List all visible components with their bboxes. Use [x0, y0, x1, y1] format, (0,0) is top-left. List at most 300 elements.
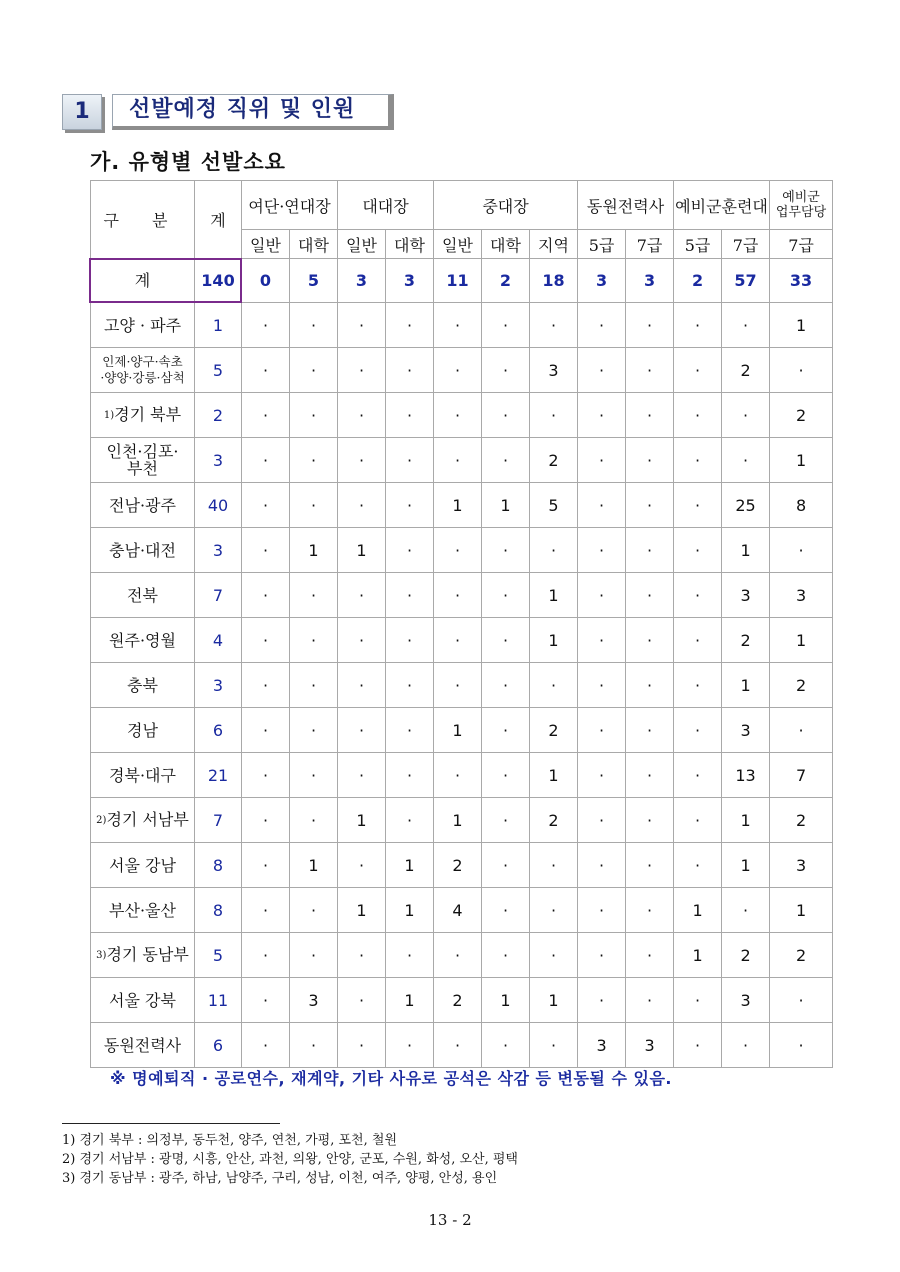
table-cell: · [434, 438, 482, 483]
table-cell: · [386, 798, 434, 843]
table-cell: · [242, 618, 290, 663]
table-cell: · [242, 483, 290, 528]
row-label [91, 708, 195, 753]
table-cell: 3 [626, 259, 674, 303]
subheader: 5급 [578, 230, 626, 259]
subheader: 대학 [386, 230, 434, 259]
row-label [91, 573, 195, 618]
table-cell: · [482, 753, 530, 798]
table-cell: · [578, 438, 626, 483]
header-gubun: 구 분 [91, 181, 195, 259]
table-cell: · [386, 393, 434, 438]
table-cell: · [290, 303, 338, 348]
table-cell: 2 [530, 798, 578, 843]
row-total-cell: 1 [195, 303, 242, 348]
table-cell: · [242, 978, 290, 1023]
header-reserve-training: 예비군훈련대 [674, 181, 770, 230]
total-row-label: 계 [91, 259, 195, 303]
table-cell: · [674, 573, 722, 618]
table-row [91, 618, 833, 663]
table-cell: · [578, 663, 626, 708]
table-cell: · [434, 1023, 482, 1068]
table-cell: · [482, 663, 530, 708]
table-row [91, 528, 833, 573]
table-cell: 3 [386, 259, 434, 303]
table-cell: · [578, 393, 626, 438]
row-label-text: 원주·영월 [109, 630, 176, 650]
table-cell: · [434, 663, 482, 708]
table-cell: · [578, 888, 626, 933]
table-cell: · [386, 618, 434, 663]
table-cell: 3 [290, 978, 338, 1023]
table-cell: · [530, 393, 578, 438]
table-cell: 5 [290, 259, 338, 303]
table-cell: 1 [290, 528, 338, 573]
table-cell: · [530, 303, 578, 348]
table-cell: · [338, 753, 386, 798]
table-cell: · [482, 843, 530, 888]
table-cell: · [530, 843, 578, 888]
table-cell: 1 [386, 843, 434, 888]
table-cell: · [482, 348, 530, 393]
table-cell: 2 [674, 259, 722, 303]
table-cell: · [386, 303, 434, 348]
table-cell: · [626, 798, 674, 843]
row-total-cell: 11 [195, 978, 242, 1023]
table-cell: · [626, 753, 674, 798]
table-cell: · [434, 348, 482, 393]
table-cell: · [578, 753, 626, 798]
table-cell: · [386, 663, 434, 708]
table-cell: · [386, 348, 434, 393]
subheader: 7급 [626, 230, 674, 259]
table-cell: · [578, 303, 626, 348]
footnote-divider [62, 1123, 280, 1124]
row-total-cell: 5 [195, 933, 242, 978]
table-cell: · [242, 708, 290, 753]
table-cell: 1 [530, 753, 578, 798]
table-cell: · [674, 708, 722, 753]
row-label-text: 경기 북부 [114, 405, 182, 424]
row-label [91, 348, 195, 393]
table-cell: 2 [770, 798, 833, 843]
table-cell: · [290, 483, 338, 528]
table-row [91, 393, 833, 438]
table-cell: 2 [722, 618, 770, 663]
table-cell: · [290, 933, 338, 978]
table-row [91, 708, 833, 753]
table-cell: · [674, 528, 722, 573]
row-total-cell: 4 [195, 618, 242, 663]
table-cell: 3 [722, 573, 770, 618]
table-cell: 33 [770, 259, 833, 303]
table-cell: · [626, 573, 674, 618]
table-cell: · [626, 483, 674, 528]
row-label [91, 843, 195, 888]
header-brigade: 여단·연대장 [242, 181, 338, 230]
row-label-text: 경남 [127, 720, 158, 740]
table-cell: · [674, 1023, 722, 1068]
selection-table [90, 180, 833, 1068]
row-label [91, 483, 195, 528]
footnote-3: 3) 경기 동남부 : 광주, 하남, 남양주, 구리, 성남, 이천, 여주, 양평, 안성, 용인 [62, 1171, 498, 1186]
row-total-cell: 21 [195, 753, 242, 798]
table-cell: · [386, 438, 434, 483]
table-cell: · [530, 888, 578, 933]
table-cell: · [530, 663, 578, 708]
table-cell: · [578, 618, 626, 663]
table-cell: 2 [722, 933, 770, 978]
footnote-2: 2) 경기 서남부 : 광명, 시흥, 안산, 과천, 의왕, 안양, 군포, 수원, 화성, 오산, 평택 [62, 1152, 518, 1167]
row-label [91, 393, 195, 438]
header-reserve-affairs-line2: 업무담당 [775, 205, 827, 220]
table-cell: 1 [338, 888, 386, 933]
row-total-cell: 3 [195, 438, 242, 483]
table-cell: · [338, 483, 386, 528]
table-cell: 1 [530, 618, 578, 663]
row-label-text: 전북 [127, 585, 158, 605]
table-cell: · [722, 438, 770, 483]
table-cell: · [578, 933, 626, 978]
row-label-text: 부산·울산 [109, 900, 176, 920]
table-cell: 11 [434, 259, 482, 303]
table-row [91, 843, 833, 888]
table-cell: · [722, 1023, 770, 1068]
row-label-text: 서울 강북 [109, 990, 176, 1010]
subheader: 5급 [674, 230, 722, 259]
row-label [91, 978, 195, 1023]
section-number: 1 [62, 94, 102, 130]
table-cell: 1 [386, 978, 434, 1023]
table-cell: · [626, 933, 674, 978]
table-cell: 1 [338, 528, 386, 573]
row-label [91, 303, 195, 348]
footnote-marker: 1) [103, 410, 115, 421]
table-cell: · [242, 1023, 290, 1068]
table-cell: 2 [482, 259, 530, 303]
table-cell: · [386, 753, 434, 798]
table-cell: · [722, 303, 770, 348]
table-cell: · [242, 753, 290, 798]
table-cell: 2 [434, 978, 482, 1023]
table-cell: · [626, 708, 674, 753]
table-cell: · [338, 978, 386, 1023]
table-cell: 1 [482, 483, 530, 528]
table-cell: · [626, 528, 674, 573]
table-cell: 3 [770, 573, 833, 618]
table-cell: · [674, 753, 722, 798]
table-cell: 2 [434, 843, 482, 888]
table-cell: · [434, 393, 482, 438]
table-cell: · [338, 618, 386, 663]
row-label-text: 경기 동남부 [106, 945, 189, 964]
table-cell: 2 [770, 933, 833, 978]
table-cell: · [242, 843, 290, 888]
row-total-cell: 8 [195, 843, 242, 888]
footnote-marker: 3) [96, 950, 107, 961]
table-cell: · [242, 528, 290, 573]
table-cell: 7 [770, 753, 833, 798]
table-row [91, 573, 833, 618]
table-cell: 13 [722, 753, 770, 798]
row-total-cell: 40 [195, 483, 242, 528]
row-label-text: 동원전력사 [103, 1035, 182, 1055]
table-cell: · [338, 1023, 386, 1068]
subheading: 가. 유형별 선발소요 [90, 150, 286, 174]
table-cell: · [674, 348, 722, 393]
table-cell: 1 [770, 618, 833, 663]
table-cell: · [386, 528, 434, 573]
table-cell: 2 [530, 438, 578, 483]
footnotes [62, 1131, 518, 1188]
table-cell: · [674, 438, 722, 483]
table-row [91, 303, 833, 348]
table-cell: 1 [338, 798, 386, 843]
table-cell: · [482, 438, 530, 483]
subheader: 일반 [434, 230, 482, 259]
table-cell: · [674, 978, 722, 1023]
table-cell: · [578, 978, 626, 1023]
table-cell: · [338, 438, 386, 483]
table-cell: · [578, 483, 626, 528]
table-row [91, 888, 833, 933]
section-header [62, 94, 400, 130]
table-cell: 1 [482, 978, 530, 1023]
row-total-cell: 6 [195, 708, 242, 753]
table-cell: · [626, 303, 674, 348]
header-company: 중대장 [434, 181, 578, 230]
row-label-text: 고양 · 파주 [103, 315, 182, 335]
table-cell: · [482, 528, 530, 573]
table-cell: · [626, 978, 674, 1023]
table-cell: 3 [578, 259, 626, 303]
row-label-text-line2: 부천 [127, 459, 158, 478]
row-label-text: 전남·광주 [109, 495, 176, 515]
table-cell: · [290, 393, 338, 438]
table-cell: · [626, 438, 674, 483]
table-cell: 3 [530, 348, 578, 393]
table-cell: · [626, 393, 674, 438]
row-total-cell: 7 [195, 573, 242, 618]
row-label-text: 서울 강남 [109, 855, 176, 875]
table-cell: · [338, 843, 386, 888]
table-cell: · [770, 1023, 833, 1068]
table-cell: 1 [530, 978, 578, 1023]
table-cell: · [242, 348, 290, 393]
table-cell: · [242, 303, 290, 348]
table-cell: · [386, 708, 434, 753]
row-total-cell: 3 [195, 663, 242, 708]
table-cell: · [770, 528, 833, 573]
table-row [91, 798, 833, 843]
subheader: 대학 [482, 230, 530, 259]
table-cell: · [626, 843, 674, 888]
row-label [91, 753, 195, 798]
table-cell: · [290, 888, 338, 933]
table-row [91, 933, 833, 978]
table-cell: · [386, 573, 434, 618]
table-cell: 1 [770, 438, 833, 483]
table-cell: · [338, 933, 386, 978]
table-cell: · [434, 528, 482, 573]
total-row [91, 259, 833, 303]
row-label-text: 인제·양구·속초 [102, 354, 183, 369]
row-label-text: 충북 [127, 675, 158, 695]
table-cell: 3 [578, 1023, 626, 1068]
row-total-cell: 8 [195, 888, 242, 933]
table-cell: · [674, 483, 722, 528]
table-cell: · [290, 438, 338, 483]
table-cell: 5 [530, 483, 578, 528]
table-cell: 25 [722, 483, 770, 528]
page-number: 13 - 2 [428, 1211, 472, 1229]
subheader: 7급 [722, 230, 770, 259]
table-cell: · [674, 663, 722, 708]
table-cell: 2 [770, 393, 833, 438]
subheader: 지역 [530, 230, 578, 259]
table-cell: · [722, 393, 770, 438]
table-cell: 3 [722, 708, 770, 753]
header-total: 계 [195, 181, 242, 259]
table-row [91, 753, 833, 798]
notice: ※ 명예퇴직 · 공로연수, 재계약, 기타 사유로 공석은 삭감 등 변동될 수 있음. [110, 1069, 672, 1088]
table-cell: · [482, 798, 530, 843]
row-label-text: 충남·대전 [109, 540, 176, 560]
table-cell: 18 [530, 259, 578, 303]
row-label [91, 798, 195, 843]
row-label-text: 경북·대구 [109, 765, 176, 785]
table-cell: · [578, 528, 626, 573]
table-cell: · [770, 348, 833, 393]
table-cell: · [626, 348, 674, 393]
table-cell: · [434, 753, 482, 798]
table-cell: · [482, 1023, 530, 1068]
section-title: 선발예정 직위 및 인원 [112, 94, 394, 130]
footnote-marker: 2) [96, 815, 107, 826]
header-battalion: 대대장 [338, 181, 434, 230]
table-cell: · [482, 708, 530, 753]
table-cell: · [482, 618, 530, 663]
table-cell: · [434, 573, 482, 618]
table-row [91, 663, 833, 708]
subheader: 7급 [770, 230, 833, 259]
table-cell: · [338, 573, 386, 618]
table-cell: · [578, 348, 626, 393]
table-cell: · [386, 483, 434, 528]
row-label-text-line2: ·양양·강릉·삼척 [100, 370, 185, 385]
table-cell: 140 [195, 259, 242, 303]
table-cell: 1 [722, 663, 770, 708]
row-label [91, 438, 195, 483]
row-label-text: 경기 서남부 [106, 810, 189, 829]
table-cell: · [530, 528, 578, 573]
table-cell: · [338, 663, 386, 708]
table-cell: · [242, 798, 290, 843]
table-cell: · [290, 573, 338, 618]
table-cell: 2 [530, 708, 578, 753]
row-label [91, 888, 195, 933]
table-cell: 1 [674, 888, 722, 933]
table-cell: 3 [770, 843, 833, 888]
header-mobilization: 동원전력사 [578, 181, 674, 230]
table-cell: · [434, 303, 482, 348]
table-cell: · [530, 933, 578, 978]
table-cell: · [290, 798, 338, 843]
row-label [91, 663, 195, 708]
table-cell: · [290, 348, 338, 393]
table-cell: · [482, 888, 530, 933]
subheader: 일반 [242, 230, 290, 259]
table-cell: · [674, 393, 722, 438]
table-row [91, 438, 833, 483]
table-cell: · [386, 1023, 434, 1068]
row-total-cell: 3 [195, 528, 242, 573]
table-cell: · [578, 843, 626, 888]
table-cell: 1 [434, 708, 482, 753]
table-cell: 8 [770, 483, 833, 528]
table-cell: · [482, 303, 530, 348]
row-label [91, 1023, 195, 1068]
table-row [91, 483, 833, 528]
table-cell: 1 [770, 303, 833, 348]
table-cell: · [434, 618, 482, 663]
table-cell: · [770, 978, 833, 1023]
table-cell: · [242, 438, 290, 483]
table-cell: · [242, 573, 290, 618]
table-row [91, 978, 833, 1023]
table-cell: 1 [434, 483, 482, 528]
table-cell: · [290, 1023, 338, 1068]
header-reserve-affairs-line1: 예비군 [782, 190, 820, 205]
table-cell: · [338, 708, 386, 753]
table-cell: · [626, 618, 674, 663]
table-cell: · [242, 663, 290, 708]
table-cell: 1 [722, 798, 770, 843]
row-total-cell: 7 [195, 798, 242, 843]
table-cell: · [386, 933, 434, 978]
table-cell: 2 [722, 348, 770, 393]
table-cell: · [290, 753, 338, 798]
table-cell: 1 [722, 528, 770, 573]
row-label [91, 528, 195, 573]
table-cell: 57 [722, 259, 770, 303]
table-cell: · [578, 708, 626, 753]
table-cell: 2 [770, 663, 833, 708]
table-cell: 1 [770, 888, 833, 933]
row-label-text: 인천·김포· [106, 442, 179, 461]
row-total-cell: 2 [195, 393, 242, 438]
table-cell: 1 [290, 843, 338, 888]
row-total-cell: 5 [195, 348, 242, 393]
table-cell: 3 [626, 1023, 674, 1068]
table-cell: · [434, 933, 482, 978]
table-cell: · [242, 393, 290, 438]
table-cell: 1 [674, 933, 722, 978]
table-cell: · [290, 663, 338, 708]
table-cell: 1 [722, 843, 770, 888]
table-cell: 1 [386, 888, 434, 933]
table-cell: · [290, 618, 338, 663]
table-cell: · [290, 708, 338, 753]
table-cell: · [530, 1023, 578, 1068]
table-cell: · [674, 798, 722, 843]
table-cell: · [626, 888, 674, 933]
row-total-cell: 6 [195, 1023, 242, 1068]
table-cell: · [338, 393, 386, 438]
table-cell: · [338, 348, 386, 393]
table-cell: · [578, 573, 626, 618]
row-label [91, 933, 195, 978]
